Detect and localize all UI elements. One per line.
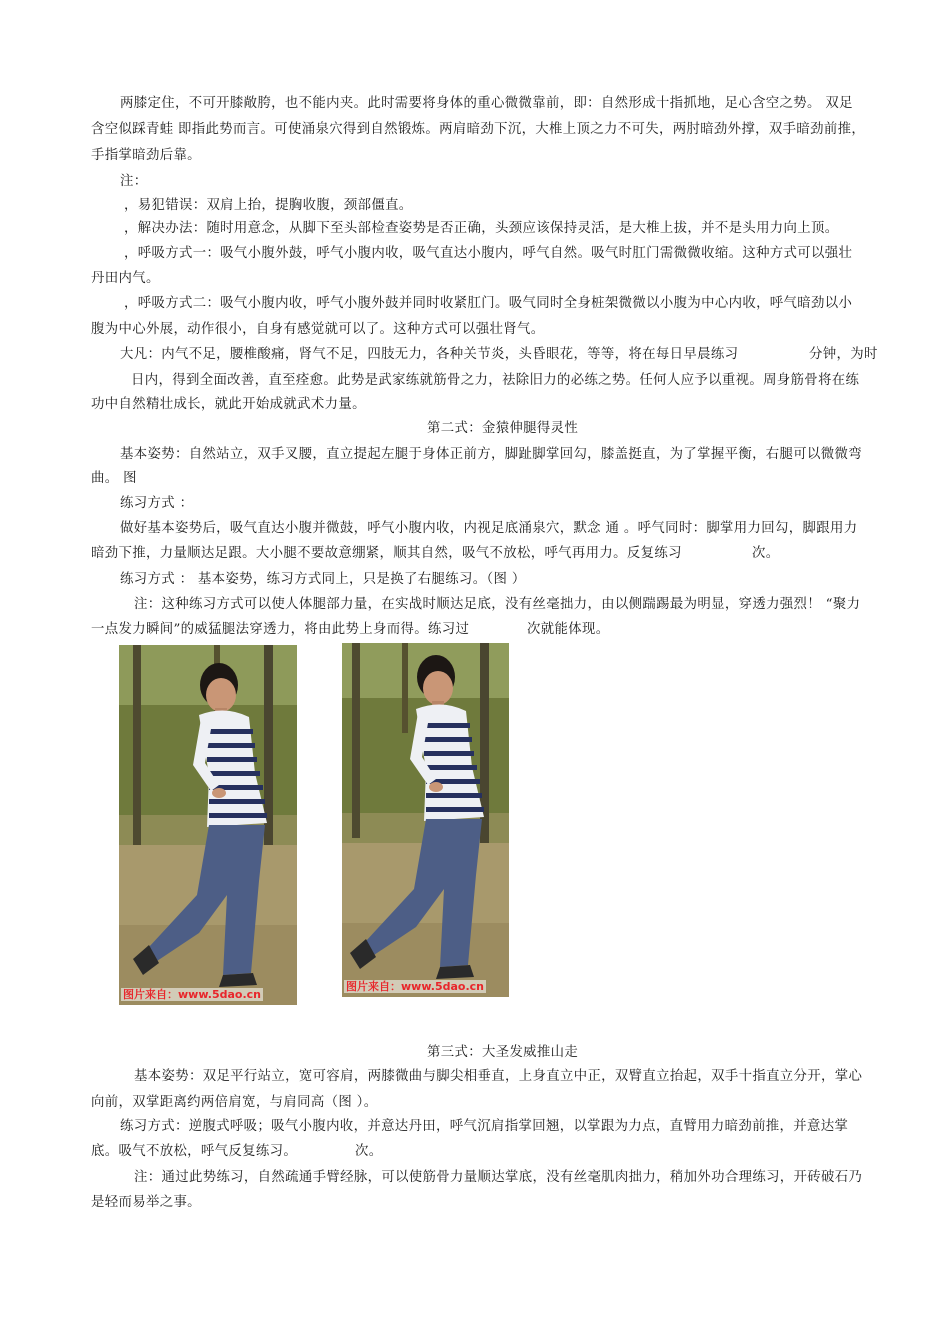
section3-title: 第三式：大圣发威推山走 bbox=[427, 1045, 579, 1060]
paragraph-line: 手指掌暗劲后靠。 bbox=[91, 148, 201, 163]
section2-method1-cont: 暗劲下推，力量顺达足跟。大小腿不要故意绷紧，顺其自然，吸气不放松，呼气再用力。反复练习 bbox=[91, 546, 682, 561]
photo-watermark: 图片来自：www.5dao.cn bbox=[346, 980, 484, 993]
note-error: ，易犯错误：双肩上抬，提胸收腹，颈部僵直。 bbox=[124, 198, 413, 213]
section2-title: 第二式：金猿伸腿得灵性 bbox=[427, 421, 579, 436]
section3-method-cont: 底。吸气不放松，呼气反复练习。 bbox=[91, 1144, 298, 1159]
section3-method: 练习方式：逆腹式呼吸；吸气小腹内收，并意达丹田，呼气沉肩指掌回翘，以掌跟为力点，直臂用力暗劲前推，并意达掌 bbox=[120, 1119, 849, 1134]
note-breath2: ，呼吸方式二：吸气小腹内收，呼气小腹外鼓并同时收紧肛门。吸气同时全身桩架微微以小腹为中心内收，呼气暗劲以小 bbox=[124, 296, 853, 311]
section2-note: 注：这种练习方式可以使人体腿部力量，在实战时顺达足底，没有丝毫拙力，由以侧踹踢最为明显，穿透力强烈！ “聚力 bbox=[134, 597, 861, 612]
note-breath1-cont: 丹田内气。 bbox=[91, 271, 160, 286]
section2-note-end: 次就能体现。 bbox=[527, 622, 610, 637]
note-breath1: ，呼吸方式一：吸气小腹外鼓，呼气小腹内收，吸气直达小腹内，呼气自然。吸气时肛门需微微收缩。这种方式可以强壮 bbox=[124, 246, 853, 261]
exercise-photo-2 bbox=[342, 643, 509, 997]
section2-method1: 做好基本姿势后，吸气直达小腹并微鼓，呼气小腹内收，内视足底涌泉穴，默念 通 。呼气同时：脚掌用力回勾，脚跟用力 bbox=[120, 521, 858, 536]
benefits-line: 日内，得到全面改善，直至痊愈。此势是武家练就筋骨之力，祛除旧力的必练之势。任何人应予以重视。周身筋骨将在练 bbox=[131, 373, 860, 388]
section3-posture: 基本姿势：双足平行站立，宽可容肩，两膝微曲与脚尖相垂直，上身直立中正，双臂直立抬起，双手十指直立分开，掌心 bbox=[134, 1069, 863, 1084]
section2-method1-end: 次。 bbox=[752, 546, 780, 561]
section3-note-cont: 是轻而易举之事。 bbox=[91, 1195, 201, 1210]
benefits-line: 功中自然精壮成长，就此开始成就武术力量。 bbox=[91, 397, 366, 412]
section2-method2: 练习方式 ： 基本姿势，练习方式同上，只是换了右腿练习。（图 ） bbox=[120, 572, 526, 587]
exercise-photo-1 bbox=[119, 645, 297, 1005]
section2-posture-cont: 曲。 图 bbox=[91, 471, 137, 486]
notes-heading: 注： bbox=[120, 174, 148, 189]
benefits-line-end: 分钟，为时 bbox=[809, 347, 878, 362]
section2-method1-heading: 练习方式 ： bbox=[120, 496, 194, 511]
note-breath2-cont: 腹为中心外展，动作很小，自身有感觉就可以了。这种方式可以强壮肾气。 bbox=[91, 322, 545, 337]
section3-method-end: 次。 bbox=[355, 1144, 383, 1159]
section2-posture: 基本姿势：自然站立，双手叉腰，直立提起左腿于身体正前方，脚趾脚掌回勾，膝盖挺直，为了掌握平衡，右腿可以微微弯 bbox=[120, 447, 862, 462]
benefits-line: 大凡：内气不足，腰椎酸痛，肾气不足，四肢无力，各种关节炎，头昏眼花，等等，将在每日早晨练习 bbox=[120, 347, 739, 362]
note-solution: ，解决办法：随时用意念，从脚下至头部检查姿势是否正确，头颈应该保持灵活，是大椎上拔，并不是头用力向上顶。 bbox=[124, 221, 839, 236]
paragraph-line: 含空似踩青蛙 即指此势而言。可使涌泉穴得到自然锻炼。两肩暗劲下沉，大椎上顶之力不可失，两肘暗劲外撑，双手暗劲前推， bbox=[91, 122, 866, 137]
section3-posture-cont: 向前，双掌距离约两倍肩宽，与肩同高（图 ）。 bbox=[91, 1095, 378, 1110]
section3-note: 注：通过此势练习，自然疏通手臂经脉，可以使筋骨力量顺达掌底，没有丝毫肌肉拙力，稍加外功合理练习，开砖破石乃 bbox=[134, 1170, 863, 1185]
paragraph-line: 两膝定住，不可开膝敞胯，也不能内夹。此时需要将身体的重心微微靠前，即：自然形成十指抓地，足心含空之势。 双足 bbox=[120, 96, 853, 111]
photo-watermark: 图片来自：www.5dao.cn bbox=[123, 988, 261, 1001]
section2-note-cont: 一点发力瞬间”的威猛腿法穿透力，将由此势上身而得。练习过 bbox=[91, 622, 470, 637]
